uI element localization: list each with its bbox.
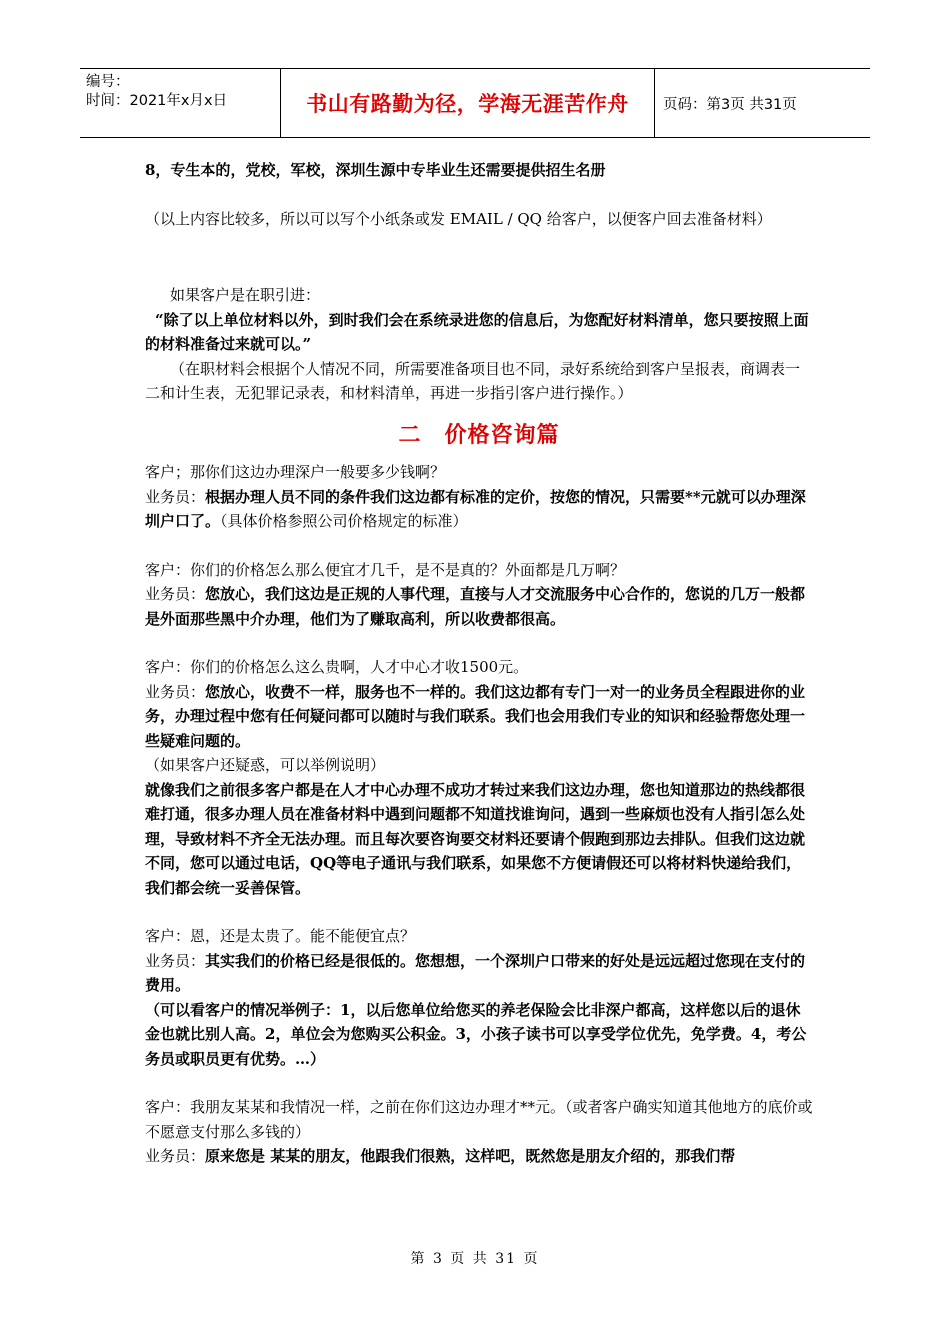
note-materials: （以上内容比较多，所以可以写个小纸条或发 EMAIL / QQ 给客户，以便客户回去准备材料） <box>145 209 772 228</box>
qa3-agent-answer: 您放心，收费不一样，服务也不一样的。我们这边都有专门一对一的业务员全程跟进你的业务，办理过程中您有任何疑问都可以随时与我们联系。我们也会用我们专业的知识和经验帮您处理一些疑难问题的。 <box>145 682 806 750</box>
qa1-agent-note: （具体价格参照公司价格规定的标准） <box>220 512 468 530</box>
employed-note: （在职材料会根据个人情况不同，所需要准备项目也不同，录好系统给到客户呈报表，商调表一二和计生表，无犯罪记录表，和材料清单，再进一步指引客户进行操作。） <box>145 359 801 402</box>
qa4-customer: 客户：恩，还是太贵了。能不能便宜点？ <box>145 927 416 945</box>
agent-label: 业务员： <box>145 682 206 701</box>
agent-label: 业务员： <box>145 1147 206 1165</box>
employed-intro: 如果客户是在职引进： <box>170 286 321 304</box>
qa4-agent <box>145 949 813 998</box>
qa5-agent <box>145 1144 813 1169</box>
qa2-agent-answer: 您放心，我们这边是正规的人事代理，直接与人才交流服务中心合作的，您说的几万一般都是外面那些黑中介办理，他们为了赚取高利，所以收费都很高。 <box>145 585 806 628</box>
qa3-example: 就像我们之前很多客户都是在人才中心办理不成功才转过来我们这边办理，您也知道那边的热线都很难打通，很多办理人员在准备材料中遇到问题都不知道找谁询问，遇到一些麻烦也没有人指引怎么处理，导致材料不齐全无法办理。而且每次要咨询要交材料还要请个假跑到那边去排队。但我们这边就不同，您可以通过电话，QQ等电子通讯与我们联系，如果您不方便请假还可以将材料快递给我们，我们都会统一妥善保管。 <box>145 780 806 897</box>
agent-label: 业务员： <box>145 951 206 970</box>
item-8: 8，专生本的，党校，军校，深圳生源中专毕业生还需要提供招生名册 <box>145 161 606 179</box>
header-page-info: 页码：第3页 共31页 <box>663 96 797 113</box>
qa5-agent-answer: 原来您是 某某的朋友，他跟我们很熟，这样吧，既然您是朋友介绍的，那我们帮 <box>205 1147 736 1165</box>
qa5-customer: 客户：我朋友某某和我情况一样，之前在你们这边办理才**元。（或者客户确实知道其他地方的底价或不愿意支付那么多钱的） <box>145 1098 813 1141</box>
qa3-agent <box>145 680 813 754</box>
header-number: 编号： <box>86 74 130 90</box>
qa2-agent <box>145 582 813 631</box>
qa2-customer: 客户：你们的价格怎么那么便宜才几千，是不是真的？外面都是几万啊？ <box>145 560 626 579</box>
header-meta <box>80 69 281 137</box>
qa1-agent <box>145 485 813 534</box>
qa1-agent-answer: 根据办理人员不同的条件我们这边都有标准的定价，按您的情况，只需要**元就可以办理深圳户口了。 <box>145 487 806 530</box>
document-body <box>145 158 813 1169</box>
qa4-agent-answer: 其实我们的价格已经是很低的。您想想，一个深圳户口带来的好处是远远超过您现在支付的费用。 <box>145 951 806 994</box>
agent-label: 业务员： <box>145 487 206 506</box>
section-title: 二 价格咨询篇 <box>398 422 560 448</box>
employed-quote: “除了以上单位材料以外，到时我们会在系统录进您的信息后，为您配好材料清单，您只要按照上面的材料准备过来就可以。” <box>145 310 809 353</box>
agent-label: 业务员： <box>145 585 206 603</box>
header-motto: 书山有路勤为径，学海无涯苦作舟 <box>281 69 655 137</box>
qa1-customer: 客户；那你们这边办理深户一般要多少钱啊？ <box>145 463 446 481</box>
qa3-note: （如果客户还疑惑，可以举例说明） <box>145 756 386 774</box>
page-footer: 第 3 页 共 31 页 <box>410 1251 540 1267</box>
header-time: 时间：2021年x月x日 <box>86 93 228 109</box>
qa4-example: （可以看客户的情况举例子：1，以后您单位给您买的养老保险会比非深户都高，这样您以后的退休金也就比别人高。2，单位会为您购买公积金。3，小孩子读书可以享受学位优先，免学费。4，考公务员或职员更有优势。…） <box>145 1000 807 1068</box>
qa3-customer: 客户：你们的价格怎么这么贵啊，人才中心才收1500元。 <box>145 658 529 676</box>
page-header <box>80 68 870 138</box>
